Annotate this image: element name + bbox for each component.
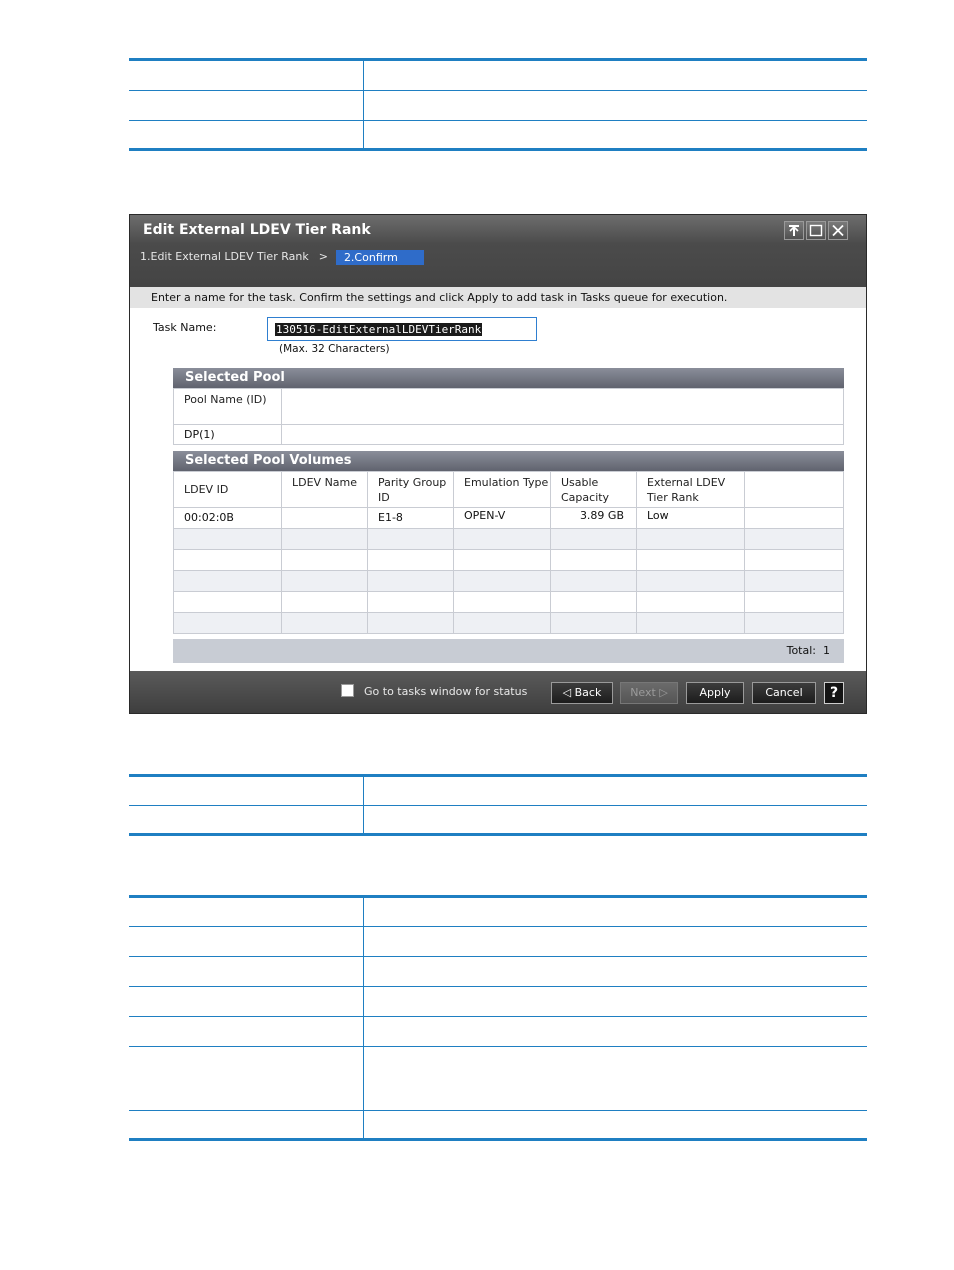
dialog-titlebar <box>130 215 866 287</box>
ldev-id-cell: 00:02:0B <box>174 508 282 529</box>
table-row[interactable] <box>174 425 844 445</box>
step-edit: 1.Edit External LDEV Tier Rank <box>140 250 309 263</box>
ldev-name-cell <box>282 508 368 529</box>
pool-name-cell: DP(1) <box>174 425 282 445</box>
capacity-cell: 3.89 GB <box>551 508 637 529</box>
step-separator: > <box>318 250 328 263</box>
back-arrow-icon: ◁ <box>562 686 572 699</box>
cancel-button[interactable]: Cancel <box>752 682 816 704</box>
apply-button[interactable]: Apply <box>686 682 744 704</box>
selected-pool-volumes-heading: Selected Pool Volumes <box>173 451 844 471</box>
selected-pool-heading: Selected Pool <box>173 368 844 388</box>
table-row[interactable] <box>174 508 844 529</box>
help-icon[interactable]: ? <box>824 682 844 704</box>
instruction-text: Enter a name for the task. Confirm the settings and click Apply to add task in Tasks queue for execution. <box>151 291 728 304</box>
maximize-icon[interactable] <box>806 221 826 240</box>
col-usable-capacity[interactable]: Usable Capacity <box>551 472 637 508</box>
task-name-label: Task Name: <box>153 321 217 334</box>
next-arrow-icon: ▷ <box>659 686 668 699</box>
col-ldev-id[interactable]: LDEV ID <box>174 472 282 508</box>
emulation-cell: OPEN-V <box>454 508 551 529</box>
doc-table-middle <box>129 774 867 836</box>
table-row <box>174 592 844 613</box>
pool-name-header: Pool Name (ID) <box>174 389 282 425</box>
close-icon[interactable] <box>828 221 848 240</box>
next-button[interactable]: Next ▷ <box>620 682 678 704</box>
go-to-tasks-label: Go to tasks window for status <box>364 685 528 698</box>
edit-tier-rank-dialog <box>129 214 867 714</box>
tier-rank-cell: Low <box>637 508 745 529</box>
task-name-input[interactable] <box>267 317 537 341</box>
col-ldev-name[interactable]: LDEV Name <box>282 472 368 508</box>
pool-volumes-table <box>173 471 844 634</box>
dialog-title: Edit External LDEV Tier Rank <box>143 222 371 238</box>
go-to-tasks-checkbox[interactable] <box>341 684 354 697</box>
table-row <box>174 550 844 571</box>
step-confirm: 2.Confirm <box>336 250 424 265</box>
parity-group-cell: E1-8 <box>368 508 454 529</box>
doc-table-top <box>129 58 867 151</box>
total-bar <box>173 639 844 663</box>
total-label: Total: <box>786 644 816 657</box>
task-name-hint: (Max. 32 Characters) <box>279 343 390 355</box>
table-row <box>174 529 844 550</box>
selected-pool-table <box>173 388 844 445</box>
pin-icon[interactable] <box>784 221 804 240</box>
table-row <box>174 613 844 634</box>
doc-table-bottom <box>129 895 867 1141</box>
col-parity-group[interactable]: Parity Group ID <box>368 472 454 508</box>
task-name-value: 130516-EditExternalLDEVTierRank <box>276 323 482 336</box>
instruction-bar <box>130 287 866 308</box>
back-button[interactable]: ◁ Back <box>551 682 613 704</box>
table-row <box>174 571 844 592</box>
wizard-steps <box>140 250 424 265</box>
col-tier-rank[interactable]: External LDEV Tier Rank <box>637 472 745 508</box>
col-emulation-type[interactable]: Emulation Type <box>454 472 551 508</box>
dialog-footer <box>130 671 866 713</box>
total-value: 1 <box>823 644 830 657</box>
